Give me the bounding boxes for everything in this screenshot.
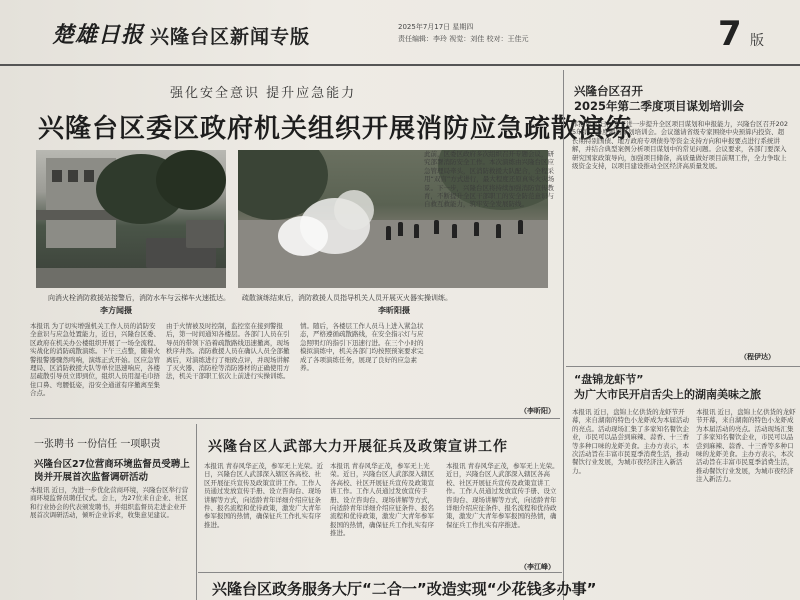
bottom-left-headline: 兴隆台区27位营商环境监督员受聘上岗并开展首次监督调研活动 [34,459,190,483]
lead-body-col4: 此前，区委区政府多次组织召开专题会议，研究部署消防安全工作。本次演练由兴隆台区应急管理局牵头，区消防救援大队配合，全程采用“双盲”方式进行，最大程度还原真实火灾场景。下一步，兴隆台区将持续加强消防宣传教育，不断提升全区干部职工的安全防范意识与自救互救能力，筑牢安全发展防线。 [424,150,555,209]
paper-name: 楚雄日报 [52,22,145,48]
lead-body-col2: 由于火情被及时控制，监控室在接到警报后，第一时间通知各楼层。各部门人员在引导员的带领下沿着疏散路线迅速撤离，现场秩序井然。消防救援人员在确认人员全部撤离后，对演练进行了细致点评，并现场讲解了灭火器、消防栓等消防器材的正确使用方法，机关干部职工依次上前进行实操训练。 [166,322,290,381]
photo-fire-trucks [36,150,226,288]
right-bottom-body-col1: 本报讯 近日，盘锦上亿供货的龙虾节开幕，来自湖南的特色小龙虾成为本届活动的亮点。活动现场汇集了多家知名餐饮企业，市民可以品尝到麻辣、蒜香、十三香等多种口味的龙虾美食。主办方表示，本次活动旨在丰富市民夏季消费生活，推动餐饮行业发展，为城市夜经济注入新活力。 [572,408,689,475]
right-top-headline-line1: 兴隆台区召开 [574,84,643,98]
lead-end-credit: （李昕阳） [520,407,555,415]
right-top-body: 本报讯 近日，为了进一步提升全区项目谋划和申报能力，兴隆台区召开2025年第二季度项目谋划培训会。会议邀请省级专家围绕中央预算内投资、超长期特别国债、地方政府专项债券等资金支持方向和申报要点进行系统讲解，并结合典型案例分析项目谋划中的常见问题。会议要求，各部门要深入研究国家政策导向，加强项目储备，高质量做好项目前期工作，全力争取上级资金支持，以项目建设推动全区经济高质量发展。 [572,120,788,171]
right-top-headline-line2: 2025年第二季度项目谋划培训会 [574,99,745,113]
page-number-suffix: 版 [750,33,764,49]
militia-headline: 兴隆台区人武部大力开展征兵及政策宣讲工作 [208,439,508,455]
bottom-left-kicker: 一张聘书 一份信任 一项职责 [34,439,161,450]
photo1-credit: 李方闻摄 [100,306,132,315]
lead-body-col3: 情。随后，各楼层工作人员马上进入紧急状态，严格遵循疏散路线，在安全指示灯与应急照明灯的指引下迅速行进。在三个小时的模拟演练中，机关各部门均按照预案要求完成了各项演练任务，展现了良好的应急素养。 [300,322,424,373]
photo2-caption: 疏散演练结束后，消防救援人员指导机关人员开展灭火器实操训练。 [242,294,452,302]
page-number: 7 [718,14,742,54]
militia-body-col3: 本报讯 青春风华正茂，参军无上光荣。近日，兴隆台区人武部深入辖区各高校、社区开展征兵宣传及政策宣讲工作。工作人员通过发放宣传手册、设立咨询台、现场讲解等方式，向适龄青年详细介绍应征条件、报名流程和优待政策，激发广大青年参军报国的热情，确保征兵工作扎实有序推进。 [446,462,559,529]
bottom-divider [196,424,197,600]
militia-credit: （李江峰） [520,563,555,571]
right-bottom-headline-line2: 为广大市民开启舌尖上的湖南美味之旅 [574,388,761,401]
lead-subhead: 强化安全意识 提升应急能力 [170,86,357,101]
militia-body-col2: 本报讯 青春风华正茂，参军无上光荣。近日，兴隆台区人武部深入辖区各高校、社区开展征兵宣传及政策宣讲工作。工作人员通过发放宣传手册、设立咨询台、现场讲解等方式，向适龄青年详细介绍应征条件、报名流程和优待政策，激发广大青年参军报国的热情，确保征兵工作扎实有序推进。 [330,462,434,538]
publication-date: 2025年7月17日 星期四 [398,23,474,31]
bottom-headline: 兴隆台区政务服务大厅“二合一”改造实现“少花钱多办事” [212,580,597,598]
bottom-left-body: 本报讯 近日，为进一步优化营商环境，兴隆台区举行营商环境监督员聘任仪式。会上，为27位来自企业、社区和行业协会的代表颁发聘书，并组织监督员走进企业开展首次调研活动，倾听企业诉求，收集意见建议。 [30,486,189,520]
editor-credits: 责任编辑：李玲 视觉：刘佳 校对：王佳元 [398,35,529,43]
militia-bottom-rule [198,572,562,573]
masthead [0,0,800,66]
right-top-credit: （程伊达） [740,353,775,361]
lead-body-col1: 本报讯 为了切实增强机关工作人员的消防安全意识与应急处置能力，近日，兴隆台区委、区政府在机关办公楼组织开展了一场全流程、实战化的消防疏散演练。下午三点整，随着火警报警器骤然鸣响，演练正式开始。区应急管理局、区消防救援大队等单位迅速响应，各楼层疏散引导员立即到位，组织人员用湿毛巾捂住口鼻、弯腰低姿，沿安全通道有序撤离至集合点。 [30,322,160,398]
photo2-credit: 李昕阳摄 [378,306,410,315]
right-bottom-headline-line1: “盘锦龙虾节” [574,373,644,386]
edition-title: 兴隆台区新闻专版 [150,26,311,48]
militia-body-col1: 本报讯 青春风华正茂，参军无上光荣。近日，兴隆台区人武部深入辖区各高校、社区开展征兵宣传及政策宣讲工作。工作人员通过发放宣传手册、设立咨询台、现场讲解等方式，向适龄青年详细介绍应征条件、报名流程和优待政策，激发广大青年参军报国的热情，确保征兵工作扎实有序推进。 [204,462,324,529]
lead-bottom-rule [30,418,560,419]
right-divider [566,366,800,367]
photo1-caption: 向消火栓消防救援站接警后，消防水车与云梯车火速抵达。 [48,294,230,302]
column-divider [563,70,564,600]
lead-headline: 兴隆台区委区政府机关组织开展消防应急疏散演练 [38,114,633,144]
right-bottom-body-col2: 本报讯 近日，盘锦上亿供货的龙虾节开幕，来自湖南的特色小龙虾成为本届活动的亮点。活动现场汇集了多家知名餐饮企业，市民可以品尝到麻辣、蒜香、十三香等多种口味的龙虾美食。主办方表示，本次活动旨在丰富市民夏季消费生活，推动餐饮行业发展，为城市夜经济注入新活力。 [696,408,796,484]
